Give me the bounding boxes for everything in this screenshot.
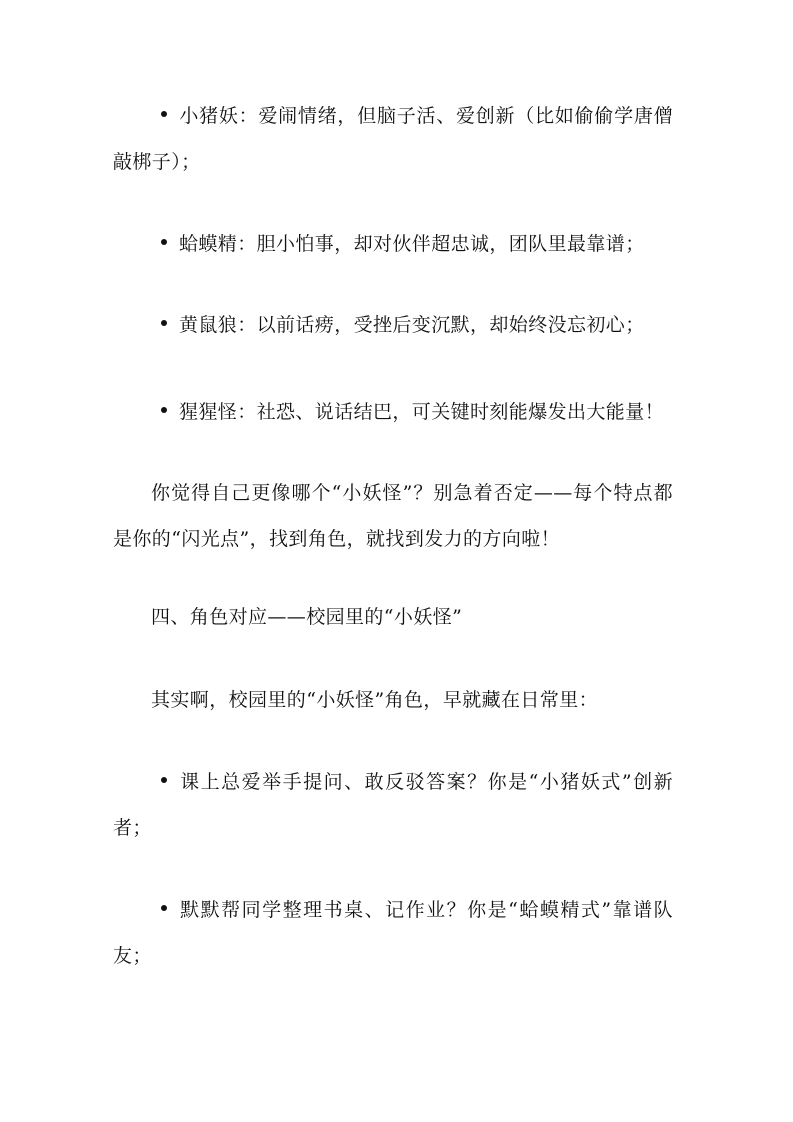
paragraph-text: 你觉得自己更像哪个“小妖怪”？别急着否定——每个特点都是你的“闪光点”，找到角色，就找到发力的方向啦！: [113, 482, 673, 550]
bullet-dot-icon: [159, 775, 169, 785]
bullet-dot-icon: [159, 318, 169, 328]
paragraph-text: 猩猩怪：社恐、说话结巴，可关键时刻能爆发出大能量！: [179, 401, 665, 423]
section-heading: [113, 594, 673, 640]
bullet-paragraph-reliable-teammate: [113, 887, 673, 979]
paragraph-text: 课上总爱举手提问、敢反驳答案？你是“小猪妖式”创新者；: [113, 771, 673, 839]
bullet-paragraph-orangutan: [113, 389, 673, 435]
paragraph-text: 黄鼠狼：以前话痨，受挫后变沉默，却始终没忘初心；: [179, 314, 645, 336]
bullet-paragraph-pig-demon: [113, 93, 673, 185]
bullet-paragraph-weasel: [113, 302, 673, 348]
bullet-dot-icon: [159, 109, 169, 119]
body-paragraph-which-demon: [113, 470, 673, 562]
body-paragraph-campus-intro: [113, 677, 673, 723]
bullet-paragraph-toad-spirit: [113, 221, 673, 267]
heading-text: 四、角色对应——校园里的“小妖怪”: [151, 606, 463, 628]
paragraph-text: 小猪妖：爱闹情绪，但脑子活、爱创新（比如偷偷学唐僧敲梆子）；: [113, 105, 673, 173]
bullet-dot-icon: [159, 237, 169, 247]
paragraph-text: 默默帮同学整理书桌、记作业？你是“蛤蟆精式”靠谱队友；: [113, 899, 673, 967]
bullet-paragraph-innovator: [113, 759, 673, 851]
paragraph-text: 蛤蟆精：胆小怕事，却对伙伴超忠诚，团队里最靠谱；: [179, 233, 645, 255]
bullet-dot-icon: [159, 903, 169, 913]
paragraph-text: 其实啊，校园里的“小妖怪”角色，早就藏在日常里：: [151, 689, 599, 711]
bullet-dot-icon: [159, 405, 169, 415]
